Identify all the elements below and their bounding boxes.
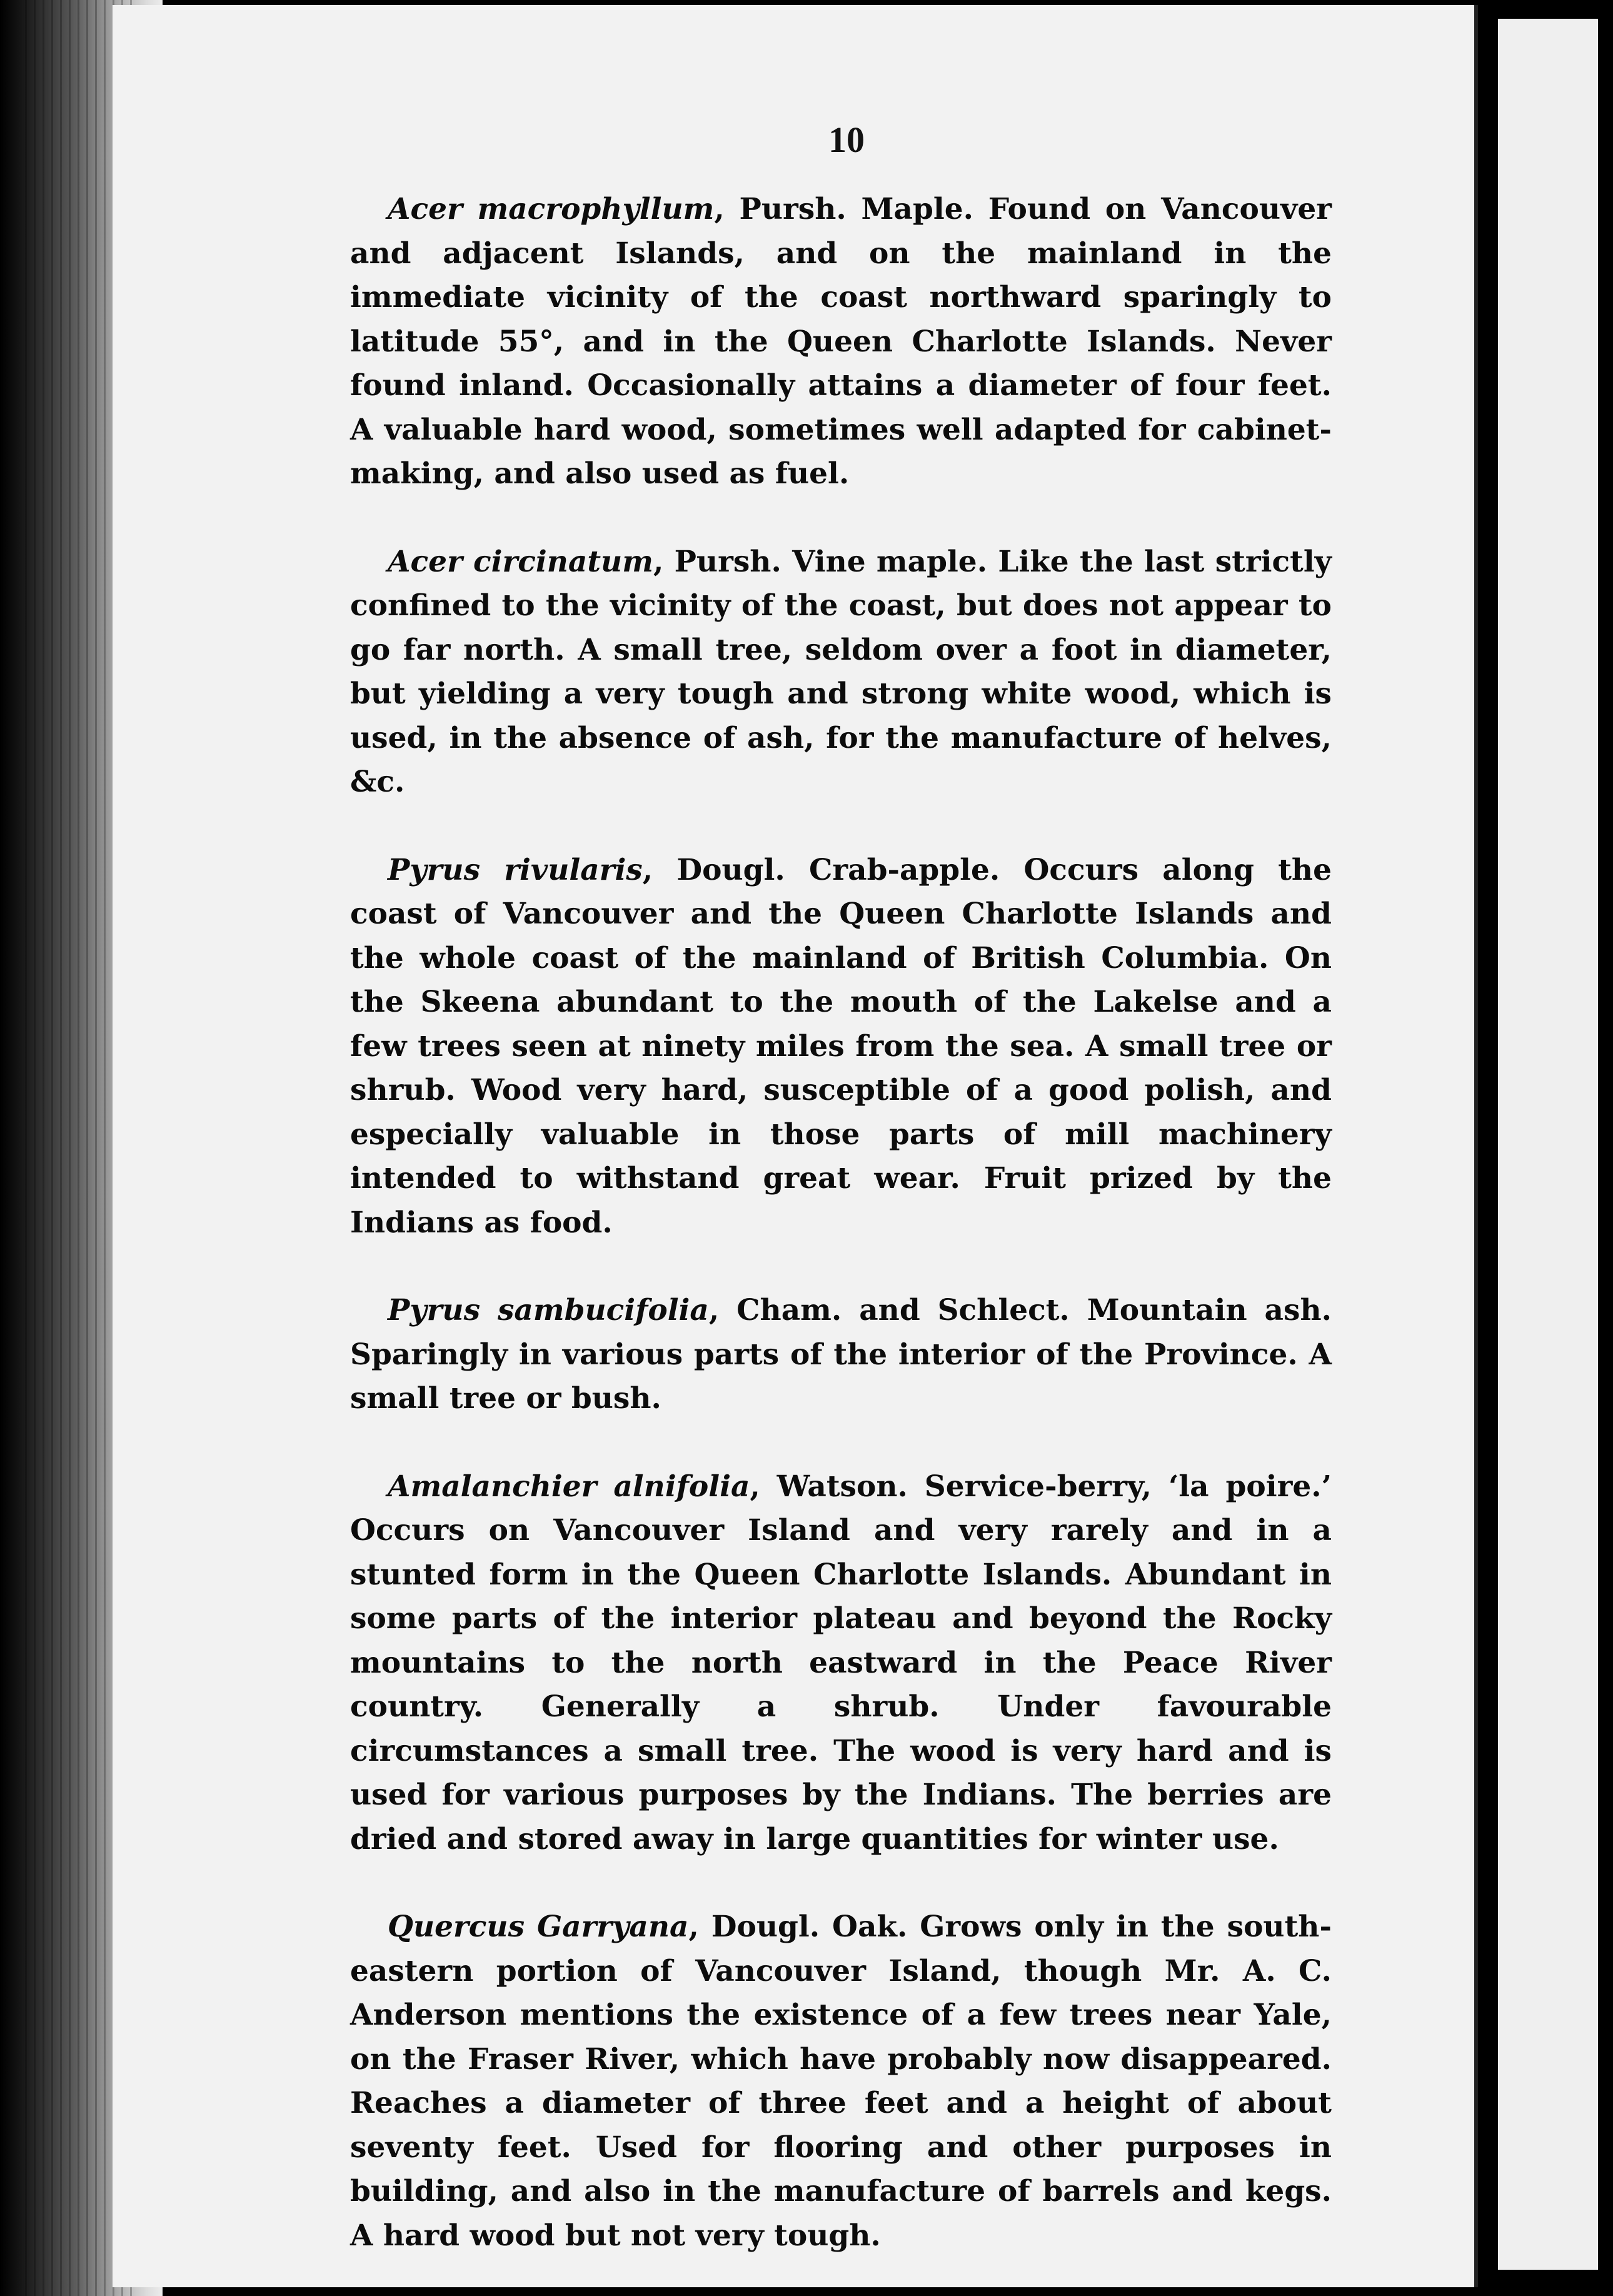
species-entry xyxy=(350,848,1332,1246)
species-name: Quercus Garryana xyxy=(388,1910,689,1944)
species-entry xyxy=(350,188,1332,496)
species-description: , Pursh. Maple. Found on Vancouver and adjacent Islands, and on the mainland in the immediate vicinity of the coast northward sparingly to latitude 55°, and in the Queen Charlotte Islands. Never found inland. Occasionally attains a diameter of four feet. A valuable hard wood, sometimes well adapted for cabinet-making, and also used as fuel. xyxy=(350,192,1332,491)
species-entry xyxy=(350,1905,1332,2258)
species-description: , Cham. and Schlect. Mountain ash. Sparingly in various parts of the interior of the Province. A small tree or bush. xyxy=(350,1293,1332,1416)
species-entry xyxy=(350,1465,1332,1862)
species-entry xyxy=(350,1289,1332,1421)
facing-page-edge xyxy=(1498,19,1598,2270)
species-name: Acer macrophyllum xyxy=(388,192,715,226)
species-description: , Dougl. Oak. Grows only in the south-eastern portion of Vancouver Island, though Mr. A. C. Anderson mentions the existence of a few trees near Yale, on the Fraser River, which have probably now disappeared. Reaches a diameter of three feet and a height of about seventy feet. Used for flooring and other purposes in building, and also in the manufacture of barrels and kegs. A hard wood but not very tough. xyxy=(350,1910,1332,2253)
page-number: 10 xyxy=(828,119,865,160)
page-gutter xyxy=(1482,0,1498,2296)
species-entry xyxy=(350,540,1332,805)
species-name: Pyrus rivularis xyxy=(388,852,643,887)
species-name: Amalanchier alnifolia xyxy=(388,1469,750,1504)
species-name: Acer circinatum xyxy=(388,544,653,579)
species-description: , Dougl. Crab-apple. Occurs along the coast of Vancouver and the Queen Charlotte Islands and the whole coast of the mainland of British Columbia. On the Skeena abundant to the mouth of the Lakelse and a few trees seen at ninety miles from the sea. A small tree or shrub. Wood very hard, susceptible of a good polish, and especially valuable in those parts of mill machinery intended to withstand great wear. Fruit prized by the Indians as food. xyxy=(350,852,1332,1240)
page-body xyxy=(350,188,1332,2296)
species-name: Pyrus sambucifolia xyxy=(388,1293,709,1327)
species-description: , Watson. Service-berry, ‘la poire.’ Occurs on Vancouver Island and very rarely and in a stunted form in the Queen Charlotte Islands. Abundant in some parts of the interior plateau and beyond the Rocky mountains to the north eastward in the Peace River country. Generally a shrub. Under favourable circumstances a small tree. The wood is very hard and is used for various purposes by the Indians. The berries are dried and stored away in large quantities for winter use. xyxy=(350,1469,1332,1856)
species-description: , Pursh. Vine maple. Like the last strictly confined to the vicinity of the coast, but does not appear to go far north. A small tree, seldom over a foot in diameter, but yielding a very tough and strong white wood, which is used, in the absence of ash, for the manufacture of helves, &c. xyxy=(350,544,1332,799)
